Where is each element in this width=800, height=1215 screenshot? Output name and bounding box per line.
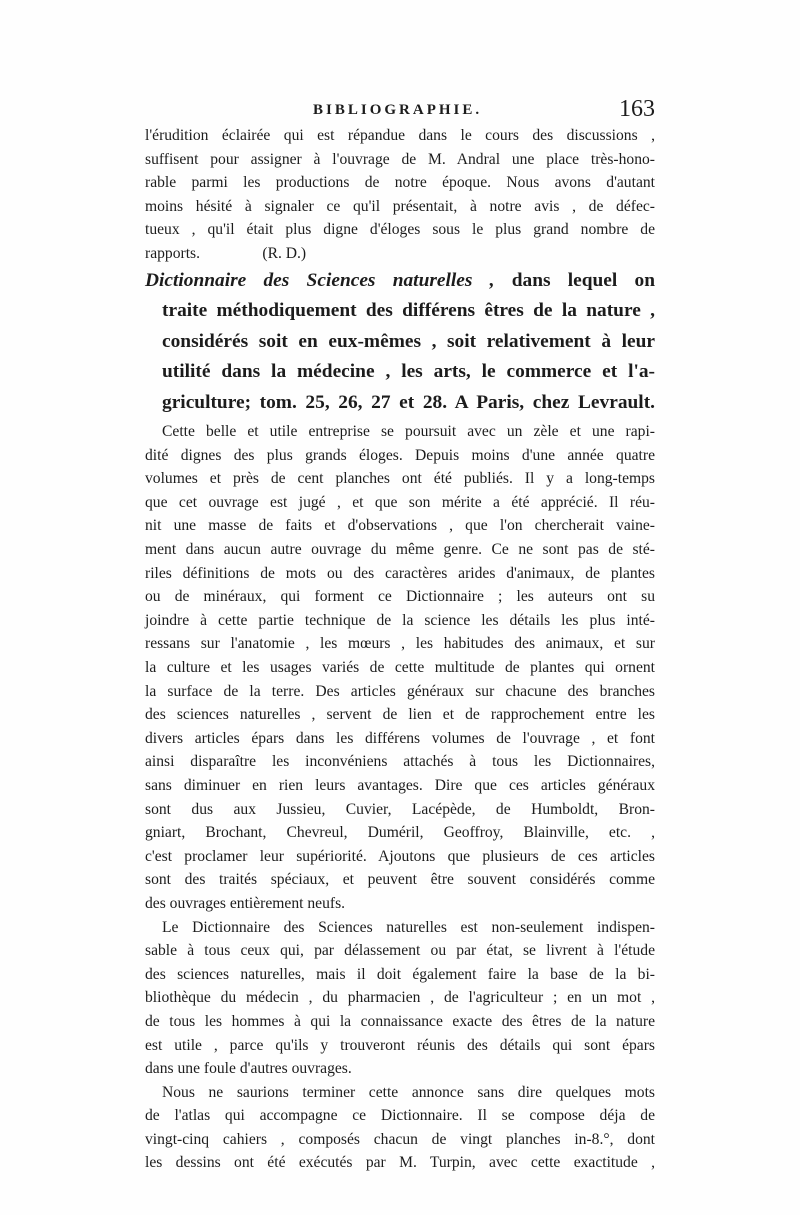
text-line: rable parmi les productions de notre époque. Nous avons d'autant: [145, 174, 655, 192]
title-line: utilité dans la médecine , les arts, le commerce et l'a-: [162, 361, 655, 383]
text-line: sable à tous ceux qui, par délassement ou par état, se livrent à l'étude: [145, 942, 655, 960]
text-line: des sciences naturelles , servent de lien et de rapprochement entre les: [145, 706, 655, 724]
text-line: riles définitions de mots ou des caractères arides d'animaux, de plantes: [145, 564, 655, 582]
paragraph-3: [145, 1081, 655, 1175]
text-line: ainsi disparaître les inconvéniens attachés à tous les Dictionnaires,: [145, 753, 655, 771]
text-line: l'érudition éclairée qui est répandue dans le cours des discussions ,: [145, 127, 655, 144]
text-line: des sciences naturelles, mais il doit également faire la base de la bi-: [145, 965, 655, 983]
text-line: la culture et les usages variés de cette multitude de plantes qui ornent: [145, 659, 655, 676]
text-line: ressans sur l'anatomie , les mœurs , les habitudes des animaux, et sur: [145, 635, 655, 653]
title-line: considérés soit en eux-mêmes , soit relativement à leur: [162, 330, 655, 352]
text-line: volumes et près de cent planches ont été publiés. Il y a long-temps: [145, 470, 655, 488]
review-signature: rapports. (R. D.): [145, 244, 307, 262]
text-line: suffisent pour assigner à l'ouvrage de M. Andral une place très-hono-: [145, 150, 655, 168]
text-line: ou de minéraux, qui forment ce Dictionnaire ; les auteurs ont su: [145, 588, 655, 606]
text-line: vingt-cinq cahiers , composés chacun de vingt planches in-8.°, dont: [145, 1130, 655, 1148]
entry-title: [145, 266, 655, 419]
text-line: Cette belle et utile entreprise se poursuit avec un zèle et une rapi-: [162, 423, 655, 441]
page-header: [145, 96, 655, 126]
text-line: de l'atlas qui accompagne ce Dictionnaire. Il se compose déja de: [145, 1107, 655, 1125]
text-line: Nous ne saurions terminer cette annonce sans dire quelques mots: [162, 1083, 655, 1101]
page-number: 163: [619, 96, 655, 122]
text-line: nit une masse de faits et d'observations , que l'on chercherait vaine-: [145, 517, 655, 535]
text-line: divers articles épars dans les différens volumes de l'ouvrage , et font: [145, 729, 655, 747]
text-line: bliothèque du médecin , du pharmacien , de l'agriculteur ; en un mot ,: [145, 989, 655, 1007]
paragraph-2: [145, 916, 655, 1081]
text-line: tueux , qu'il était plus digne d'éloges sous le plus grand nombre de: [145, 221, 655, 239]
title-line: [145, 266, 655, 297]
book-title: Dictionnaire des Sciences naturelles ,: [145, 269, 495, 291]
text-line: est utile , parce qu'ils y trouveront réunis des détails qui sont épars: [145, 1036, 655, 1054]
title-line: griculture; tom. 25, 26, 27 et 28. A Paris, chez Levrault.: [162, 391, 655, 413]
text-line: dans une foule d'autres ouvrages.: [145, 1060, 352, 1078]
text-line: moins hésité à signaler ce qu'il présentait, à notre avis , de défec-: [145, 197, 655, 215]
text-line: gniart, Brochant, Chevreul, Duméril, Geoffroy, Blainville, etc. ,: [145, 824, 655, 842]
title-continuation: dans lequel on: [494, 269, 655, 291]
text-line: que cet ouvrage est jugé , et que son mérite a été apprécié. Il réu-: [145, 493, 655, 511]
title-line: traite méthodiquement des différens êtres de la nature ,: [162, 300, 655, 322]
text-line: des ouvrages entièrement neufs.: [145, 894, 346, 912]
text-line: sans diminuer en rien leurs avantages. Dire que ces articles généraux: [145, 776, 655, 794]
text-line: ment dans aucun autre ouvrage du même genre. Ce ne sont pas de sté-: [145, 541, 655, 559]
text-line: joindre à cette partie technique de la science les détails les plus inté-: [145, 611, 655, 629]
text-line: sont des traités spéciaux, et peuvent être souvent considérés comme: [145, 871, 655, 889]
text-line: dité dignes des plus grands éloges. Depuis moins d'une année quatre: [145, 446, 655, 464]
text-line: la surface de la terre. Des articles généraux sur chacune des branches: [145, 682, 655, 700]
text-line: de tous les hommes à qui la connaissance exacte des êtres de la nature: [145, 1012, 655, 1030]
running-title: BIBLIOGRAPHIE.: [313, 102, 483, 118]
paragraph-1: [145, 420, 655, 915]
text-line: c'est proclamer leur supériorité. Ajoutons que plusieurs de ces articles: [145, 847, 655, 865]
text-line: Le Dictionnaire des Sciences naturelles est non-seulement indispen-: [162, 918, 655, 936]
text-line: les dessins ont été exécutés par M. Turpin, avec cette exactitude ,: [145, 1154, 655, 1172]
page-body: [145, 124, 655, 1175]
text-line: sont dus aux Jussieu, Cuvier, Lacépède, de Humboldt, Bron-: [145, 800, 655, 818]
previous-review-end: [145, 124, 655, 266]
